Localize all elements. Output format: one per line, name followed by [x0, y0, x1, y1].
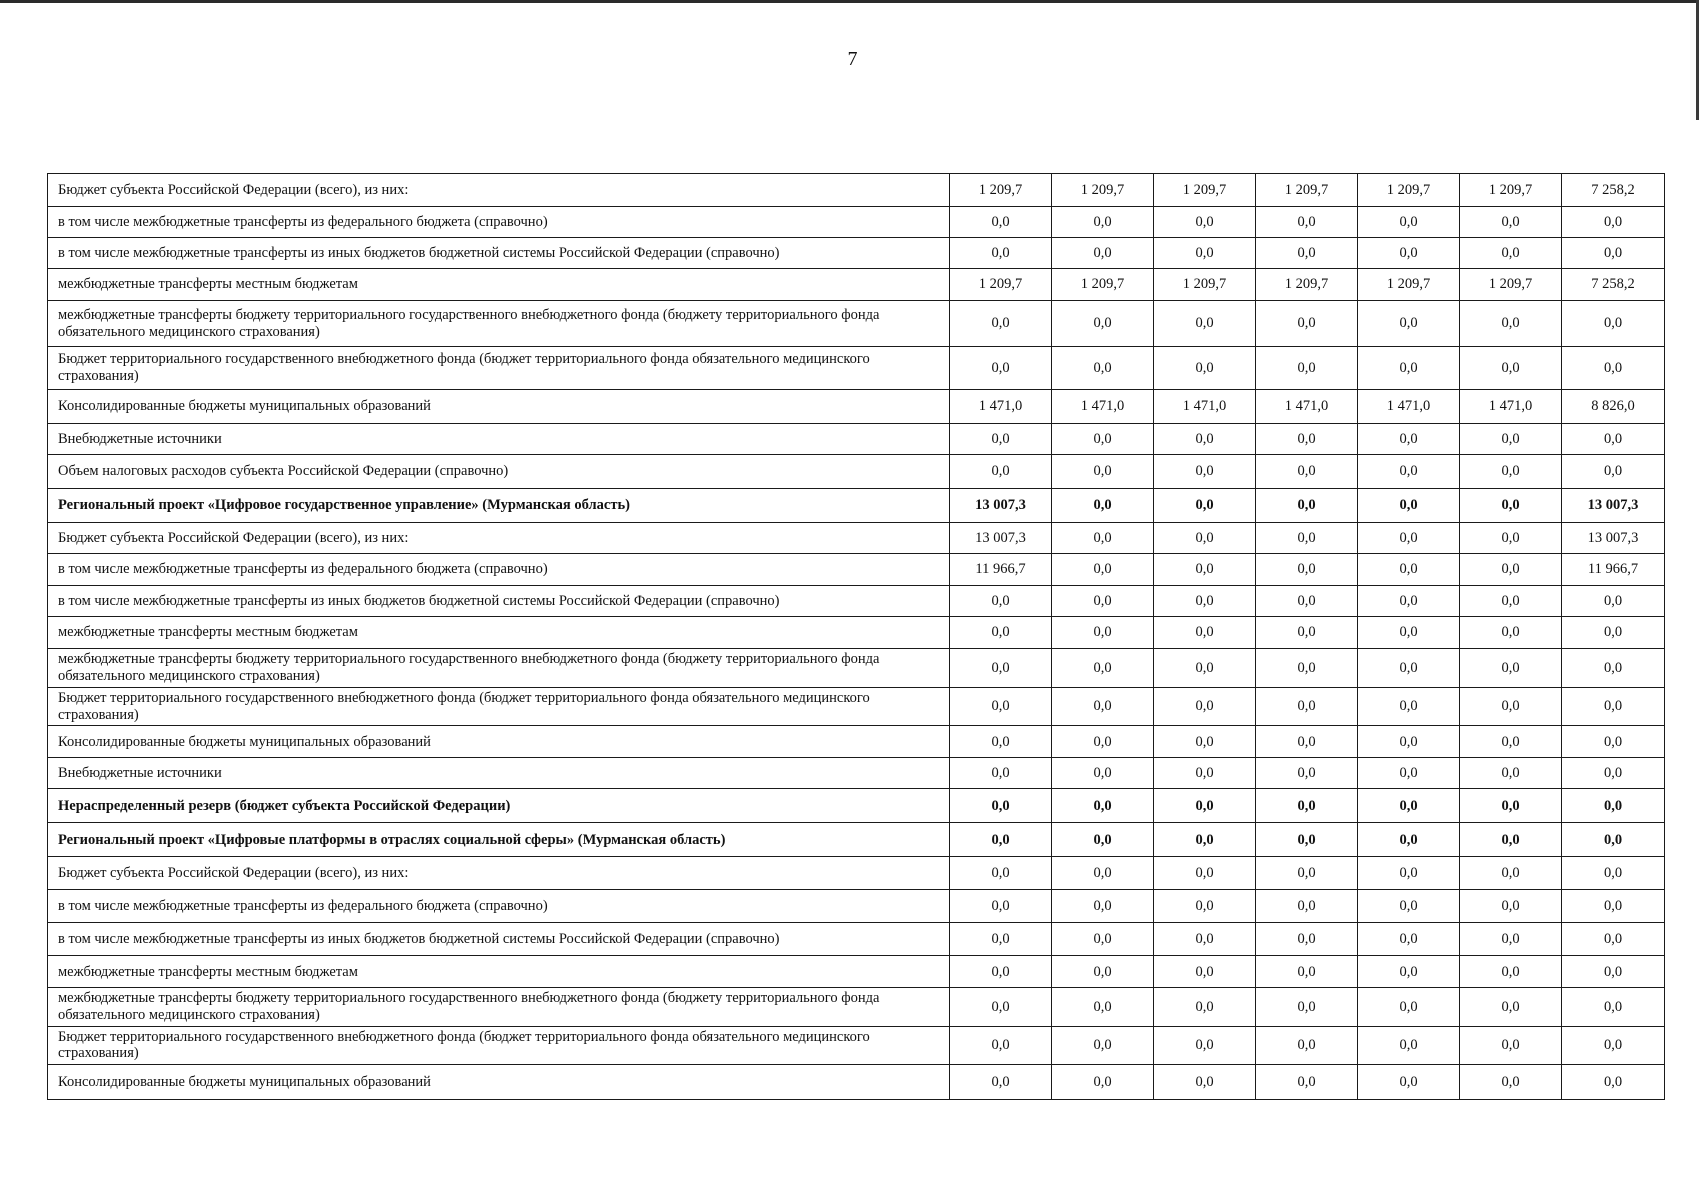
value-cell: 0,0 — [1358, 789, 1460, 823]
value-cell: 0,0 — [950, 617, 1052, 649]
value-cell: 0,0 — [1052, 789, 1154, 823]
value-cell: 0,0 — [1460, 347, 1562, 390]
value-cell: 0,0 — [1256, 789, 1358, 823]
value-cell: 0,0 — [1154, 956, 1256, 988]
value-cell: 1 209,7 — [1256, 269, 1358, 301]
table-row — [48, 301, 1665, 347]
value-cell: 0,0 — [1358, 347, 1460, 390]
row-label: Консолидированные бюджеты муниципальных образований — [48, 390, 950, 424]
value-cell: 0,0 — [1460, 523, 1562, 554]
table-row — [48, 1065, 1665, 1100]
table-row — [48, 758, 1665, 789]
value-cell: 0,0 — [1052, 586, 1154, 617]
value-cell: 0,0 — [1358, 207, 1460, 238]
value-cell: 0,0 — [1052, 956, 1154, 988]
value-cell: 0,0 — [1256, 489, 1358, 523]
value-cell: 0,0 — [1256, 238, 1358, 269]
table-row — [48, 489, 1665, 523]
value-cell: 0,0 — [1460, 617, 1562, 649]
value-cell: 0,0 — [1460, 789, 1562, 823]
table-row — [48, 988, 1665, 1026]
row-label: Внебюджетные источники — [48, 758, 950, 789]
value-cell: 0,0 — [1256, 726, 1358, 758]
value-cell: 0,0 — [1460, 857, 1562, 890]
value-cell: 11 966,7 — [950, 554, 1052, 586]
table-row — [48, 424, 1665, 455]
value-cell: 0,0 — [1052, 1026, 1154, 1064]
table-row — [48, 617, 1665, 649]
table-row — [48, 649, 1665, 688]
total-cell: 0,0 — [1562, 649, 1665, 688]
value-cell: 0,0 — [1256, 301, 1358, 347]
value-cell: 13 007,3 — [950, 489, 1052, 523]
total-cell: 8 826,0 — [1562, 390, 1665, 424]
row-label: в том числе межбюджетные трансферты из федерального бюджета (справочно) — [48, 207, 950, 238]
value-cell: 0,0 — [1256, 586, 1358, 617]
value-cell: 0,0 — [1460, 758, 1562, 789]
row-label: в том числе межбюджетные трансферты из федерального бюджета (справочно) — [48, 554, 950, 586]
value-cell: 0,0 — [1154, 301, 1256, 347]
value-cell: 0,0 — [1460, 726, 1562, 758]
value-cell: 1 471,0 — [1460, 390, 1562, 424]
value-cell: 0,0 — [950, 956, 1052, 988]
value-cell: 0,0 — [1256, 424, 1358, 455]
total-cell: 0,0 — [1562, 207, 1665, 238]
value-cell: 0,0 — [1256, 617, 1358, 649]
row-label: Региональный проект «Цифровые платформы в отраслях социальной сферы» (Мурманская область) — [48, 823, 950, 857]
value-cell: 0,0 — [1358, 1065, 1460, 1100]
value-cell: 0,0 — [1052, 823, 1154, 857]
value-cell: 0,0 — [950, 238, 1052, 269]
value-cell: 0,0 — [1460, 489, 1562, 523]
total-cell: 0,0 — [1562, 455, 1665, 489]
value-cell: 1 209,7 — [1052, 174, 1154, 207]
value-cell: 1 209,7 — [1358, 174, 1460, 207]
value-cell: 0,0 — [1154, 688, 1256, 726]
table-row — [48, 238, 1665, 269]
value-cell: 1 471,0 — [1358, 390, 1460, 424]
value-cell: 0,0 — [950, 789, 1052, 823]
value-cell: 1 209,7 — [1358, 269, 1460, 301]
value-cell: 0,0 — [1460, 890, 1562, 923]
value-cell: 0,0 — [1256, 649, 1358, 688]
value-cell: 0,0 — [1358, 857, 1460, 890]
value-cell: 0,0 — [1052, 1065, 1154, 1100]
table-row — [48, 726, 1665, 758]
value-cell: 0,0 — [950, 890, 1052, 923]
total-cell: 0,0 — [1562, 1026, 1665, 1064]
row-label: Внебюджетные источники — [48, 424, 950, 455]
value-cell: 0,0 — [1154, 1065, 1256, 1100]
value-cell: 0,0 — [1256, 347, 1358, 390]
value-cell: 0,0 — [1460, 1026, 1562, 1064]
total-cell: 0,0 — [1562, 823, 1665, 857]
row-label: межбюджетные трансферты бюджету территориального государственного внебюджетного фонда (бюджету территориального фонда обязательного медицинского страхования) — [48, 988, 950, 1026]
row-label: Бюджет субъекта Российской Федерации (всего), из них: — [48, 857, 950, 890]
value-cell: 0,0 — [950, 586, 1052, 617]
total-cell: 0,0 — [1562, 238, 1665, 269]
value-cell: 0,0 — [1460, 586, 1562, 617]
value-cell: 0,0 — [1358, 586, 1460, 617]
value-cell: 0,0 — [1154, 823, 1256, 857]
row-label: межбюджетные трансферты местным бюджетам — [48, 956, 950, 988]
value-cell: 1 471,0 — [1154, 390, 1256, 424]
value-cell: 0,0 — [1052, 988, 1154, 1026]
page-number: 7 — [847, 48, 858, 70]
value-cell: 0,0 — [1358, 617, 1460, 649]
value-cell: 0,0 — [1154, 207, 1256, 238]
value-cell: 1 209,7 — [950, 174, 1052, 207]
value-cell: 0,0 — [1358, 455, 1460, 489]
value-cell: 0,0 — [1358, 649, 1460, 688]
table-row — [48, 956, 1665, 988]
value-cell: 0,0 — [1358, 554, 1460, 586]
table-row — [48, 523, 1665, 554]
value-cell: 0,0 — [1052, 857, 1154, 890]
value-cell: 1 471,0 — [950, 390, 1052, 424]
value-cell: 0,0 — [1154, 1026, 1256, 1064]
table-row — [48, 207, 1665, 238]
table-row — [48, 554, 1665, 586]
value-cell: 0,0 — [1256, 857, 1358, 890]
total-cell: 0,0 — [1562, 301, 1665, 347]
row-label: Региональный проект «Цифровое государственное управление» (Мурманская область) — [48, 489, 950, 523]
value-cell: 0,0 — [1256, 1026, 1358, 1064]
value-cell: 1 209,7 — [1460, 174, 1562, 207]
value-cell: 0,0 — [1154, 857, 1256, 890]
value-cell: 0,0 — [1052, 207, 1154, 238]
value-cell: 0,0 — [1154, 523, 1256, 554]
value-cell: 0,0 — [1460, 207, 1562, 238]
value-cell: 1 209,7 — [1154, 269, 1256, 301]
row-label: Объем налоговых расходов субъекта Российской Федерации (справочно) — [48, 455, 950, 489]
table-row — [48, 923, 1665, 956]
table-row — [48, 857, 1665, 890]
total-cell: 0,0 — [1562, 923, 1665, 956]
value-cell: 0,0 — [1052, 523, 1154, 554]
value-cell: 0,0 — [1052, 923, 1154, 956]
value-cell: 0,0 — [1358, 424, 1460, 455]
table-row — [48, 390, 1665, 424]
total-cell: 0,0 — [1562, 347, 1665, 390]
value-cell: 1 209,7 — [1256, 174, 1358, 207]
value-cell: 0,0 — [950, 823, 1052, 857]
value-cell: 0,0 — [1256, 455, 1358, 489]
value-cell: 0,0 — [1154, 726, 1256, 758]
value-cell: 1 209,7 — [1154, 174, 1256, 207]
value-cell: 0,0 — [1460, 649, 1562, 688]
value-cell: 0,0 — [950, 424, 1052, 455]
value-cell: 0,0 — [1154, 489, 1256, 523]
row-label: Бюджет субъекта Российской Федерации (всего), из них: — [48, 174, 950, 207]
total-cell: 0,0 — [1562, 688, 1665, 726]
value-cell: 0,0 — [1460, 238, 1562, 269]
value-cell: 0,0 — [950, 857, 1052, 890]
table-row — [48, 890, 1665, 923]
row-label: Бюджет территориального государственного внебюджетного фонда (бюджет территориального фонда обязательного медицинского страхования) — [48, 347, 950, 390]
total-cell: 0,0 — [1562, 726, 1665, 758]
row-label: межбюджетные трансферты местным бюджетам — [48, 617, 950, 649]
value-cell: 0,0 — [1358, 758, 1460, 789]
value-cell: 0,0 — [950, 347, 1052, 390]
row-label: Консолидированные бюджеты муниципальных образований — [48, 726, 950, 758]
table-row — [48, 455, 1665, 489]
total-cell: 13 007,3 — [1562, 489, 1665, 523]
value-cell: 0,0 — [1358, 1026, 1460, 1064]
value-cell: 0,0 — [1052, 617, 1154, 649]
value-cell: 0,0 — [1256, 988, 1358, 1026]
value-cell: 0,0 — [1358, 923, 1460, 956]
value-cell: 0,0 — [1358, 688, 1460, 726]
value-cell: 0,0 — [1358, 726, 1460, 758]
value-cell: 0,0 — [950, 988, 1052, 1026]
value-cell: 0,0 — [1460, 923, 1562, 956]
value-cell: 0,0 — [1358, 890, 1460, 923]
value-cell: 0,0 — [1052, 726, 1154, 758]
value-cell: 0,0 — [1154, 347, 1256, 390]
total-cell: 7 258,2 — [1562, 269, 1665, 301]
scan-border-top — [0, 0, 1699, 3]
value-cell: 0,0 — [950, 455, 1052, 489]
value-cell: 0,0 — [1154, 649, 1256, 688]
value-cell: 0,0 — [1460, 1065, 1562, 1100]
value-cell: 0,0 — [1052, 554, 1154, 586]
total-cell: 0,0 — [1562, 586, 1665, 617]
total-cell: 0,0 — [1562, 988, 1665, 1026]
value-cell: 0,0 — [1154, 424, 1256, 455]
total-cell: 0,0 — [1562, 424, 1665, 455]
row-label: Бюджет территориального государственного внебюджетного фонда (бюджет территориального фонда обязательного медицинского страхования) — [48, 1026, 950, 1064]
total-cell: 0,0 — [1562, 617, 1665, 649]
value-cell: 0,0 — [1358, 238, 1460, 269]
value-cell: 0,0 — [1052, 890, 1154, 923]
row-label: в том числе межбюджетные трансферты из федерального бюджета (справочно) — [48, 890, 950, 923]
value-cell: 0,0 — [950, 1065, 1052, 1100]
value-cell: 1 471,0 — [1256, 390, 1358, 424]
value-cell: 0,0 — [1052, 301, 1154, 347]
value-cell: 0,0 — [1460, 424, 1562, 455]
value-cell: 0,0 — [1256, 823, 1358, 857]
value-cell: 1 209,7 — [950, 269, 1052, 301]
value-cell: 0,0 — [1154, 617, 1256, 649]
value-cell: 0,0 — [1154, 455, 1256, 489]
value-cell: 0,0 — [1460, 823, 1562, 857]
value-cell: 0,0 — [950, 1026, 1052, 1064]
total-cell: 7 258,2 — [1562, 174, 1665, 207]
value-cell: 0,0 — [1460, 688, 1562, 726]
value-cell: 0,0 — [1358, 523, 1460, 554]
row-label: межбюджетные трансферты бюджету территориального государственного внебюджетного фонда (бюджету территориального фонда обязательного медицинского страхования) — [48, 649, 950, 688]
total-cell: 11 966,7 — [1562, 554, 1665, 586]
value-cell: 0,0 — [950, 207, 1052, 238]
value-cell: 0,0 — [1460, 554, 1562, 586]
total-cell: 13 007,3 — [1562, 523, 1665, 554]
row-label: Бюджет территориального государственного внебюджетного фонда (бюджет территориального фонда обязательного медицинского страхования) — [48, 688, 950, 726]
value-cell: 0,0 — [950, 726, 1052, 758]
value-cell: 0,0 — [1358, 988, 1460, 1026]
value-cell: 0,0 — [1052, 489, 1154, 523]
table-row — [48, 347, 1665, 390]
value-cell: 0,0 — [1256, 956, 1358, 988]
value-cell: 0,0 — [1460, 455, 1562, 489]
value-cell: 1 209,7 — [1460, 269, 1562, 301]
total-cell: 0,0 — [1562, 1065, 1665, 1100]
budget-table — [47, 173, 1665, 1100]
row-label: межбюджетные трансферты бюджету территориального государственного внебюджетного фонда (бюджету территориального фонда обязательного медицинского страхования) — [48, 301, 950, 347]
row-label: Бюджет субъекта Российской Федерации (всего), из них: — [48, 523, 950, 554]
value-cell: 0,0 — [1052, 688, 1154, 726]
value-cell: 0,0 — [1154, 554, 1256, 586]
value-cell: 0,0 — [950, 688, 1052, 726]
value-cell: 0,0 — [1154, 988, 1256, 1026]
value-cell: 0,0 — [1358, 823, 1460, 857]
value-cell: 0,0 — [1358, 489, 1460, 523]
total-cell: 0,0 — [1562, 758, 1665, 789]
value-cell: 0,0 — [1358, 956, 1460, 988]
value-cell: 0,0 — [1256, 758, 1358, 789]
value-cell: 0,0 — [1052, 347, 1154, 390]
total-cell: 0,0 — [1562, 956, 1665, 988]
value-cell: 0,0 — [1052, 238, 1154, 269]
table-row — [48, 1026, 1665, 1064]
row-label: Консолидированные бюджеты муниципальных образований — [48, 1065, 950, 1100]
row-label: межбюджетные трансферты местным бюджетам — [48, 269, 950, 301]
row-label: Нераспределенный резерв (бюджет субъекта Российской Федерации) — [48, 789, 950, 823]
value-cell: 0,0 — [1460, 301, 1562, 347]
value-cell: 0,0 — [1154, 789, 1256, 823]
value-cell: 0,0 — [1460, 988, 1562, 1026]
value-cell: 0,0 — [1052, 758, 1154, 789]
value-cell: 0,0 — [1256, 523, 1358, 554]
value-cell: 0,0 — [1256, 890, 1358, 923]
table-row — [48, 789, 1665, 823]
table-row — [48, 688, 1665, 726]
value-cell: 0,0 — [1460, 956, 1562, 988]
table-row — [48, 269, 1665, 301]
value-cell: 0,0 — [950, 301, 1052, 347]
value-cell: 0,0 — [1154, 238, 1256, 269]
row-label: в том числе межбюджетные трансферты из иных бюджетов бюджетной системы Российской Федерации (справочно) — [48, 238, 950, 269]
value-cell: 0,0 — [1154, 758, 1256, 789]
total-cell: 0,0 — [1562, 857, 1665, 890]
value-cell: 0,0 — [1052, 424, 1154, 455]
table-row — [48, 586, 1665, 617]
value-cell: 0,0 — [1052, 455, 1154, 489]
value-cell: 0,0 — [1256, 1065, 1358, 1100]
value-cell: 1 209,7 — [1052, 269, 1154, 301]
value-cell: 0,0 — [1154, 586, 1256, 617]
total-cell: 0,0 — [1562, 890, 1665, 923]
value-cell: 0,0 — [1358, 301, 1460, 347]
value-cell: 0,0 — [1256, 923, 1358, 956]
row-label: в том числе межбюджетные трансферты из иных бюджетов бюджетной системы Российской Федерации (справочно) — [48, 923, 950, 956]
value-cell: 0,0 — [950, 649, 1052, 688]
value-cell: 0,0 — [1154, 890, 1256, 923]
value-cell: 0,0 — [1256, 554, 1358, 586]
value-cell: 1 471,0 — [1052, 390, 1154, 424]
value-cell: 13 007,3 — [950, 523, 1052, 554]
value-cell: 0,0 — [950, 923, 1052, 956]
value-cell: 0,0 — [1256, 688, 1358, 726]
table-row — [48, 174, 1665, 207]
value-cell: 0,0 — [1154, 923, 1256, 956]
budget-table-body — [48, 174, 1665, 1100]
table-row — [48, 823, 1665, 857]
value-cell: 0,0 — [1052, 649, 1154, 688]
row-label: в том числе межбюджетные трансферты из иных бюджетов бюджетной системы Российской Федерации (справочно) — [48, 586, 950, 617]
total-cell: 0,0 — [1562, 789, 1665, 823]
value-cell: 0,0 — [1256, 207, 1358, 238]
value-cell: 0,0 — [950, 758, 1052, 789]
